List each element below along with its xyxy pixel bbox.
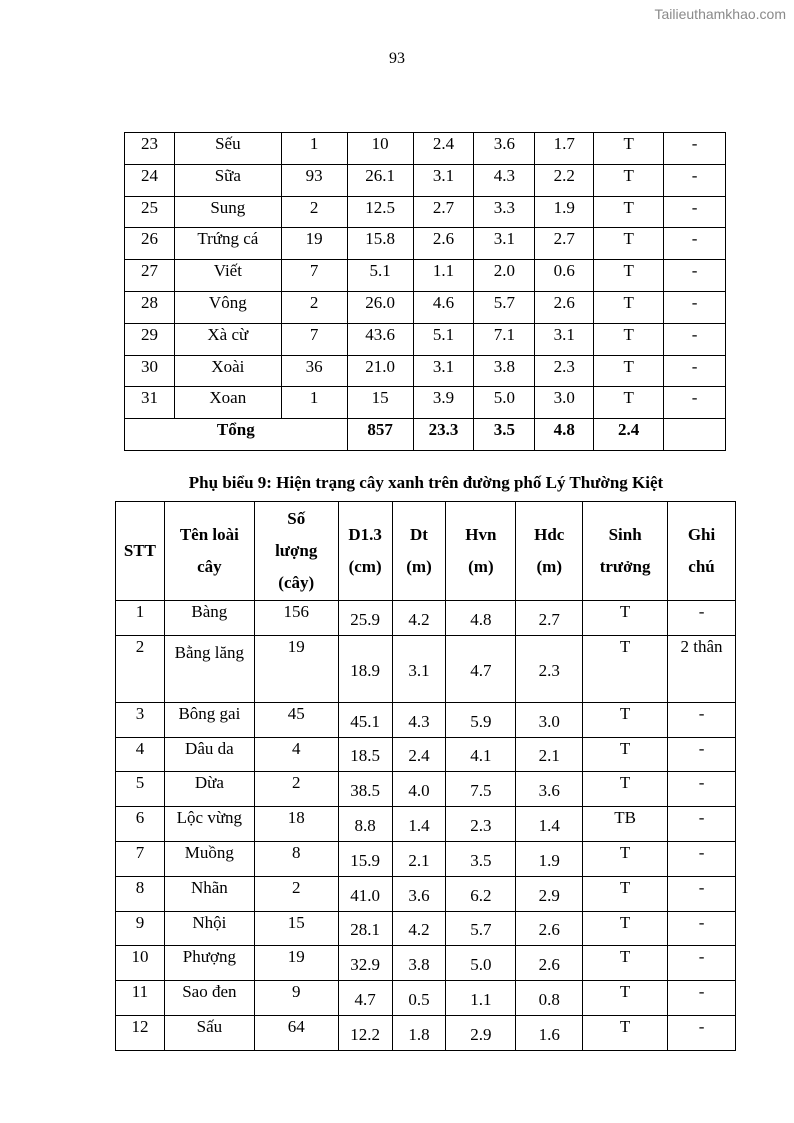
table-cell: 2.4 — [392, 737, 446, 772]
table-cell — [664, 419, 726, 451]
table-cell: 3 — [116, 702, 165, 737]
table-cell: Xà cừ — [174, 323, 281, 355]
table-cell: 5.7 — [474, 291, 535, 323]
table-cell: Lộc vừng — [164, 807, 254, 842]
table-cell: 7.5 — [446, 772, 516, 807]
table-cell: T — [594, 164, 664, 196]
table-cell: 3.0 — [516, 702, 583, 737]
table-cell: 29 — [125, 323, 175, 355]
table-cell: 4 — [254, 737, 338, 772]
table-cell: 1.1 — [413, 260, 474, 292]
table-cell: 15.8 — [347, 228, 413, 260]
table-cell: 4.7 — [446, 635, 516, 702]
table-cell: 3.1 — [392, 635, 446, 702]
table-cell: 2.9 — [516, 876, 583, 911]
table-cell: 3.6 — [474, 133, 535, 165]
table-cell: 2 — [254, 772, 338, 807]
header-hvn: Hvn (m) — [446, 502, 516, 601]
table-cell: 18 — [254, 807, 338, 842]
table-cell: - — [668, 601, 736, 636]
table-cell: 4.2 — [392, 911, 446, 946]
table-cell: 5.0 — [446, 946, 516, 981]
table-row — [125, 291, 726, 323]
table-cell: Phượng — [164, 946, 254, 981]
table-row — [116, 911, 736, 946]
table-cell: 4.6 — [413, 291, 474, 323]
table-cell: 4.3 — [392, 702, 446, 737]
table-cell: 2.6 — [535, 291, 594, 323]
table-cell: 0.8 — [516, 981, 583, 1016]
table-cell: T — [594, 323, 664, 355]
table-cell: 1.8 — [392, 1015, 446, 1050]
table-cell: 4.8 — [446, 601, 516, 636]
table-cell: 2 — [281, 196, 347, 228]
table-cell: - — [668, 1015, 736, 1050]
table-cell: 9 — [254, 981, 338, 1016]
table-cell: 1 — [281, 133, 347, 165]
table-cell: T — [583, 946, 668, 981]
table-cell: 12.5 — [347, 196, 413, 228]
table-cell: 2 — [254, 876, 338, 911]
table-row — [125, 133, 726, 165]
table-row — [125, 228, 726, 260]
table-cell: Sao đen — [164, 981, 254, 1016]
table-row — [125, 196, 726, 228]
header-quantity: Số lượng (cây) — [254, 502, 338, 601]
header-hdc: Hdc (m) — [516, 502, 583, 601]
table-cell: 45 — [254, 702, 338, 737]
table-cell: 3.1 — [535, 323, 594, 355]
table-cell: 5.1 — [413, 323, 474, 355]
table-cell: 19 — [281, 228, 347, 260]
header-dt: Dt (m) — [392, 502, 446, 601]
table-row — [125, 260, 726, 292]
table-cell: 7.1 — [474, 323, 535, 355]
table-cell: 1.9 — [535, 196, 594, 228]
table-cell: 5.0 — [474, 387, 535, 419]
table-cell: 15 — [347, 387, 413, 419]
table-cell: 3.6 — [392, 876, 446, 911]
table-cell: T — [583, 876, 668, 911]
table-cell: 15 — [254, 911, 338, 946]
table-cell: T — [583, 981, 668, 1016]
table-cell: 3.8 — [474, 355, 535, 387]
table-cell: Trứng cá — [174, 228, 281, 260]
table-cell: Bằng lăng — [164, 635, 254, 702]
header-note: Ghi chú — [668, 502, 736, 601]
watermark: Tailieuthamkhao.com — [654, 6, 786, 22]
table-cell: T — [583, 635, 668, 702]
table-cell: 23.3 — [413, 419, 474, 451]
table-cell: - — [668, 911, 736, 946]
table-row — [116, 702, 736, 737]
table-cell: 38.5 — [338, 772, 392, 807]
table-cell: 1.4 — [516, 807, 583, 842]
table-cell: 5.9 — [446, 702, 516, 737]
tree-table-ly-thuong-kiet — [115, 501, 736, 1051]
table-cell: 1 — [281, 387, 347, 419]
table-cell: 2.3 — [446, 807, 516, 842]
table-cell: 3.0 — [535, 387, 594, 419]
table-cell: - — [668, 807, 736, 842]
table-cell: 2.3 — [535, 355, 594, 387]
table-cell: 8.8 — [338, 807, 392, 842]
table-cell: 10 — [347, 133, 413, 165]
table-cell: 21.0 — [347, 355, 413, 387]
table-cell: 2.2 — [535, 164, 594, 196]
table-cell: 36 — [281, 355, 347, 387]
table-cell: 12 — [116, 1015, 165, 1050]
table-cell: 2.7 — [413, 196, 474, 228]
table-cell: - — [664, 196, 726, 228]
table-cell: T — [583, 737, 668, 772]
table-cell: 3.5 — [474, 419, 535, 451]
table-cell: T — [583, 911, 668, 946]
table-row — [116, 876, 736, 911]
table-cell: 64 — [254, 1015, 338, 1050]
table-cell: 0.5 — [392, 981, 446, 1016]
page-number: 93 — [389, 50, 405, 67]
table-cell: 1.6 — [516, 1015, 583, 1050]
table-cell: 26 — [125, 228, 175, 260]
table-cell: 25.9 — [338, 601, 392, 636]
table-cell: 25 — [125, 196, 175, 228]
table-cell: 2 thân — [668, 635, 736, 702]
table-cell: 31 — [125, 387, 175, 419]
table-cell: - — [664, 164, 726, 196]
table-cell: Nhội — [164, 911, 254, 946]
table-cell: Bông gai — [164, 702, 254, 737]
table-cell: 3.5 — [446, 841, 516, 876]
table-cell: 3.1 — [413, 355, 474, 387]
table-cell: - — [664, 323, 726, 355]
table-cell: 5 — [116, 772, 165, 807]
table-cell: T — [594, 355, 664, 387]
table-cell: Muồng — [164, 841, 254, 876]
table-cell: 26.1 — [347, 164, 413, 196]
table-cell: 3.1 — [413, 164, 474, 196]
table-cell: 4.3 — [474, 164, 535, 196]
table-cell: - — [668, 981, 736, 1016]
table-cell: - — [664, 291, 726, 323]
table-cell: 2.7 — [516, 601, 583, 636]
table-cell: Nhãn — [164, 876, 254, 911]
table-cell: T — [594, 291, 664, 323]
table-cell: - — [664, 355, 726, 387]
table-cell: 7 — [281, 323, 347, 355]
table-cell: 3.8 — [392, 946, 446, 981]
table-cell: 4.8 — [535, 419, 594, 451]
table-row — [125, 164, 726, 196]
table-row — [116, 841, 736, 876]
table-row — [116, 981, 736, 1016]
table-cell: 2.0 — [474, 260, 535, 292]
table-row — [116, 946, 736, 981]
table-cell: 41.0 — [338, 876, 392, 911]
table-cell: 10 — [116, 946, 165, 981]
table-cell: 0.6 — [535, 260, 594, 292]
table-cell: 2.9 — [446, 1015, 516, 1050]
table-cell: 9 — [116, 911, 165, 946]
table-cell: 1.4 — [392, 807, 446, 842]
table-cell: 18.9 — [338, 635, 392, 702]
table-cell: - — [664, 260, 726, 292]
table-cell: 2.4 — [413, 133, 474, 165]
table-cell: 7 — [281, 260, 347, 292]
table-cell: Sữa — [174, 164, 281, 196]
table-cell: 19 — [254, 635, 338, 702]
table-cell: 3.9 — [413, 387, 474, 419]
table-cell: 43.6 — [347, 323, 413, 355]
table-cell: Sung — [174, 196, 281, 228]
table-row — [116, 635, 736, 702]
table-row — [116, 601, 736, 636]
table-cell: T — [594, 228, 664, 260]
table-cell: 6.2 — [446, 876, 516, 911]
table-cell: Xoài — [174, 355, 281, 387]
table-cell: - — [664, 228, 726, 260]
table-cell: T — [583, 702, 668, 737]
table-cell: 4.1 — [446, 737, 516, 772]
table-cell: 2.1 — [392, 841, 446, 876]
table-cell: - — [668, 737, 736, 772]
table-cell: 1 — [116, 601, 165, 636]
table-cell: 30 — [125, 355, 175, 387]
table-cell: 8 — [116, 876, 165, 911]
table-cell: T — [583, 772, 668, 807]
table-cell: 2.6 — [516, 946, 583, 981]
table-cell: 28.1 — [338, 911, 392, 946]
table-cell: 2.3 — [516, 635, 583, 702]
table-cell: 2.7 — [535, 228, 594, 260]
header-stt: STT — [116, 502, 165, 601]
table-cell: 8 — [254, 841, 338, 876]
table-row — [116, 772, 736, 807]
table-cell: 2 — [116, 635, 165, 702]
table-cell: Dâu da — [164, 737, 254, 772]
table-cell: 1.9 — [516, 841, 583, 876]
table-cell: 24 — [125, 164, 175, 196]
table-cell: - — [664, 133, 726, 165]
table-cell: 1.7 — [535, 133, 594, 165]
table-cell: Dừa — [164, 772, 254, 807]
table-cell: - — [668, 946, 736, 981]
table-cell: T — [594, 260, 664, 292]
table-cell: - — [664, 387, 726, 419]
table-row — [125, 355, 726, 387]
table-cell: 3.3 — [474, 196, 535, 228]
table-cell: T — [594, 387, 664, 419]
table-cell: 45.1 — [338, 702, 392, 737]
table-cell: 15.9 — [338, 841, 392, 876]
table-cell: - — [668, 772, 736, 807]
table-cell: 7 — [116, 841, 165, 876]
table-cell: 3.1 — [474, 228, 535, 260]
table-cell: 26.0 — [347, 291, 413, 323]
table-cell: 2.1 — [516, 737, 583, 772]
table-cell: 23 — [125, 133, 175, 165]
table-cell: 6 — [116, 807, 165, 842]
table-cell: - — [668, 876, 736, 911]
header-species: Tên loài cây — [164, 502, 254, 601]
header-growth: Sinh trưởng — [583, 502, 668, 601]
table-cell: TB — [583, 807, 668, 842]
table-cell: 2.4 — [594, 419, 664, 451]
table-cell: 857 — [347, 419, 413, 451]
table-cell: Vông — [174, 291, 281, 323]
table-row — [125, 387, 726, 419]
table-cell: Bàng — [164, 601, 254, 636]
table-cell: 11 — [116, 981, 165, 1016]
table-cell: Sấu — [164, 1015, 254, 1050]
table-cell: 4.0 — [392, 772, 446, 807]
table-cell: T — [583, 601, 668, 636]
table-cell: 19 — [254, 946, 338, 981]
table-cell: 4 — [116, 737, 165, 772]
header-d13: D1.3 (cm) — [338, 502, 392, 601]
table-cell: Tổng — [125, 419, 348, 451]
table-cell: 1.1 — [446, 981, 516, 1016]
header-row — [116, 502, 736, 601]
table-cell: 4.2 — [392, 601, 446, 636]
table-cell: 27 — [125, 260, 175, 292]
table-cell: 2.6 — [413, 228, 474, 260]
table-row — [116, 1015, 736, 1050]
table-cell: 5.7 — [446, 911, 516, 946]
table-cell: Xoan — [174, 387, 281, 419]
table-cell: Sếu — [174, 133, 281, 165]
tree-table-continued — [124, 132, 726, 451]
table-cell: 28 — [125, 291, 175, 323]
table-cell: 5.1 — [347, 260, 413, 292]
table-cell: 2.6 — [516, 911, 583, 946]
total-row — [125, 419, 726, 451]
table-cell: T — [583, 1015, 668, 1050]
table-cell: 156 — [254, 601, 338, 636]
table-row — [125, 323, 726, 355]
table-cell: - — [668, 702, 736, 737]
table-cell: 32.9 — [338, 946, 392, 981]
table-cell: 12.2 — [338, 1015, 392, 1050]
table-cell: 93 — [281, 164, 347, 196]
table-cell: T — [594, 133, 664, 165]
table-cell: 2 — [281, 291, 347, 323]
table-cell: T — [583, 841, 668, 876]
table-cell: 3.6 — [516, 772, 583, 807]
table-caption: Phụ biểu 9: Hiện trạng cây xanh trên đường phố Lý Thường Kiệt — [188, 473, 664, 492]
table-row — [116, 807, 736, 842]
table-row — [116, 737, 736, 772]
table-cell: 4.7 — [338, 981, 392, 1016]
table-cell: T — [594, 196, 664, 228]
table-cell: Viết — [174, 260, 281, 292]
table-cell: 18.5 — [338, 737, 392, 772]
table-cell: - — [668, 841, 736, 876]
